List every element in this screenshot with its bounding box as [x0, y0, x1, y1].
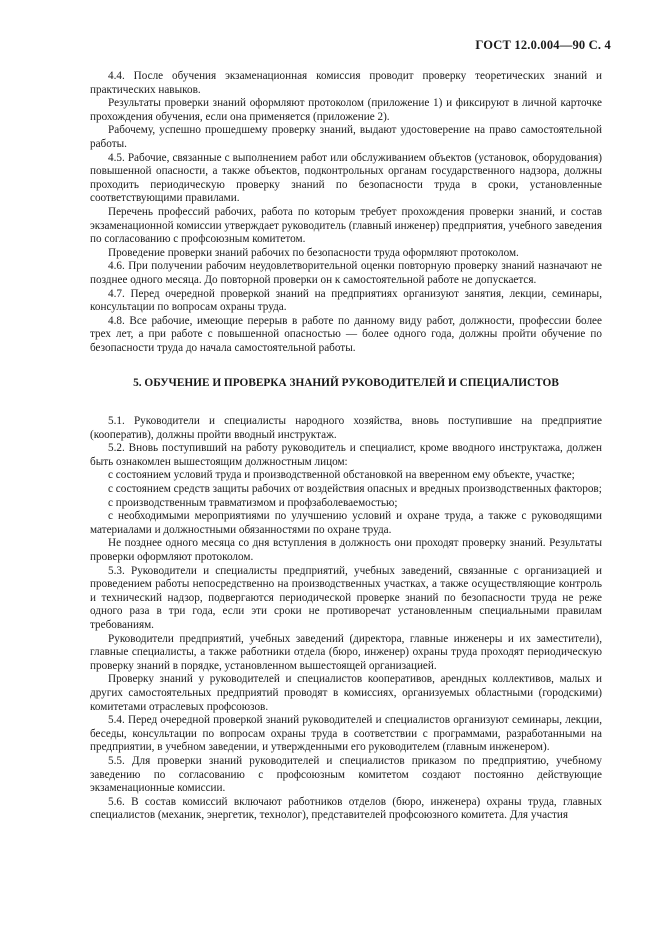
paragraph: с состоянием условий труда и производственной обстановкой на вверенном ему объекте, участке; — [108, 469, 575, 482]
paragraph: 4.7. Перед очередной проверкой знаний на предприятиях организуют занятия, лекции, семинары, консультации по вопросам охраны труда. — [90, 287, 602, 314]
paragraph: 5.3. Руководители и специалисты предприятий, учебных заведений, связанные с организацией и проведением работы непосредственно на производственных участках, а также осуществляющие контроль и технический надзор, подвергаются периодической проверке знаний по безопасности труда не реже одного раза в три года, если эти сроки не противоречат установленным специальными правилам требованиям. — [90, 564, 602, 631]
paragraph: Рабочему, успешно прошедшему проверку знаний, выдают удостоверение на право самостоятельной работы. — [90, 124, 602, 150]
paragraph: с необходимыми мероприятиями по улучшению условий и охране труда, а также с руководящими материалами и должностными обязанностями по охране труда. — [90, 510, 602, 536]
paragraph: 5.5. Для проверки знаний руководителей и специалистов приказом по предприятию, учебному заведению по согласованию с профсоюзным комитетом создают постоянно действующие экзаменационные комиссии. — [90, 754, 602, 795]
paragraph: с производственным травматизмом и профзаболеваемостью; — [108, 496, 398, 509]
section-title: 5. ОБУЧЕНИЕ И ПРОВЕРКА ЗНАНИЙ РУКОВОДИТЕЛЕЙ И СПЕЦИАЛИСТОВ — [133, 377, 559, 390]
paragraph: Руководители предприятий, учебных заведений (директора, главные инженеры и их заместители), главные специалисты, а также работники отдела (бюро, инженер) охраны труда проходят периодическую проверку знаний в порядке, установленном вышестоящей организацией. — [90, 632, 602, 672]
paragraph: 4.4. После обучения экзаменационная комиссия проводит проверку теоретических знаний и практических навыков. — [90, 70, 602, 96]
paragraph: 5.4. Перед очередной проверкой знаний руководителей и специалистов организуют семинары, лекции, беседы, консультации по вопросам охраны труда в соответствии с программами, разработанными на предприятии, в учебном заведении, и утвержденными его руководителем (главным инженером). — [90, 714, 602, 754]
document-body — [90, 70, 602, 823]
paragraph: 5.6. В состав комиссий включают работников отделов (бюро, инженера) охраны труда, главных специалистов (механик, энергетик, технолог), представителей профсоюзного комитета. Для участия — [90, 795, 602, 822]
paragraph: Проверку знаний у руководителей и специалистов кооперативов, арендных коллективов, малых и других самостоятельных предприятий проводят в комиссиях, организуемых областными (городскими) комитетами отраслевых профсоюзов. — [90, 673, 602, 713]
paragraph: с состоянием средств защиты рабочих от воздействия опасных и вредных производственных факторов; — [108, 483, 602, 496]
paragraph: 4.8. Все рабочие, имеющие перерыв в работе по данному виду работ, должности, профессии более трех лет, а при работе с повышенной опасностью — более одного года, должны пройти обучение по безопасности труда до начала самостоятельной работы. — [90, 314, 602, 354]
paragraph: 5.1. Руководители и специалисты народного хозяйства, вновь поступившие на предприятие (кооператив), должны пройти вводный инструктаж. — [90, 415, 602, 441]
paragraph: 4.6. При получении рабочим неудовлетворительной оценки повторную проверку знаний назначают не позднее одного месяца. До повторной проверки он к самостоятельной работе не допускается. — [90, 260, 602, 286]
paragraph: 5.2. Вновь поступивший на работу руководитель и специалист, кроме вводного инструктажа, должен быть ознакомлен вышестоящим должностным лицом: — [90, 442, 602, 468]
paragraph: Перечень профессий рабочих, работа по которым требует прохождения проверки знаний, и состав экзаменационной комиссии утверждает руководитель (главный инженер) предприятия, учебного заведения по согласованию с профсоюзным комитетом. — [90, 205, 602, 246]
paragraph: Проведение проверки знаний рабочих по безопасности труда оформляют протоколом. — [108, 246, 519, 259]
paragraph: Не позднее одного месяца со дня вступления в должность они проходят проверку знаний. Результаты проверки оформляют протоколом. — [90, 537, 602, 563]
paragraph: 4.5. Рабочие, связанные с выполнением работ или обслуживанием объектов (установок, оборудования) повышенной опасности, а также объектов, подконтрольных органам государственного надзора, должны проходить периодическую проверку знаний по безопасности труда в сроки, установленные соответствующими правилами. — [90, 151, 602, 205]
paragraph: Результаты проверки знаний оформляют протоколом (приложение 1) и фиксируют в личной карточке прохождения обучения, если она применяется (приложение 2). — [90, 97, 602, 123]
page-header: ГОСТ 12.0.004—90 С. 4 — [475, 38, 611, 52]
